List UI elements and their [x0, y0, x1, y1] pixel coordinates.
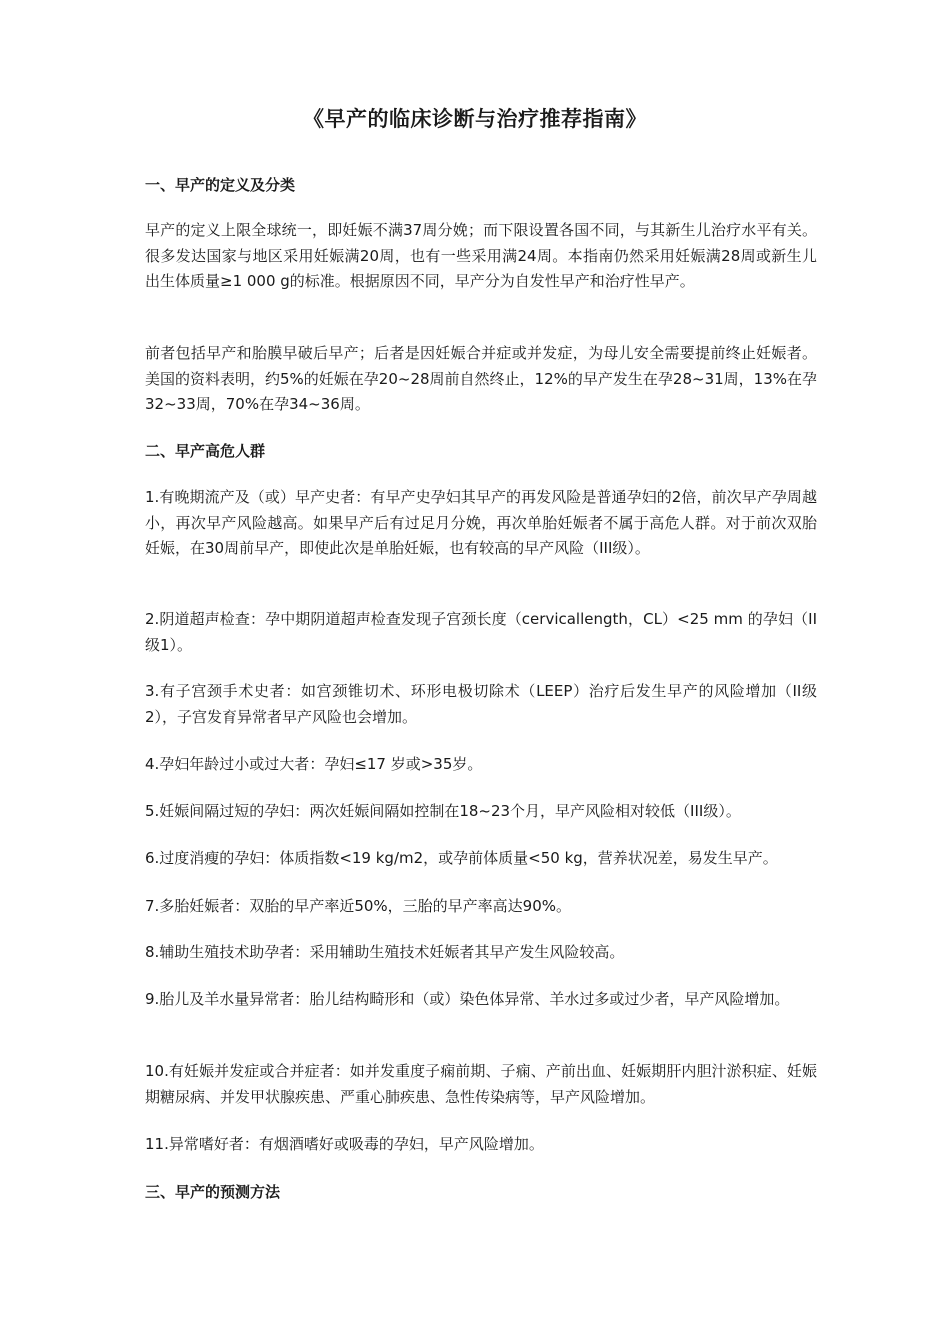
list-item-4: 4.孕妇年龄过小或过大者：孕妇≤17 岁或>35岁。 — [145, 755, 483, 773]
paragraph-definition: 早产的定义上限全球统一，即妊娠不满37周分娩；而下限设置各国不同，与其新生儿治疗水平有关。很多发达国家与地区采用妊娠满20周，也有一些采用满24周。本指南仍然采用妊娠满28周或新生儿出生体质量≥1 000 g的标准。根据原因不同，早产分为自发性早产和治疗性早产。 — [145, 221, 817, 290]
section-heading-definition: 一、早产的定义及分类 — [145, 176, 296, 194]
paragraph-classification: 前者包括早产和胎膜早破后早产；后者是因妊娠合并症或并发症，为母儿安全需要提前终止妊娠者。美国的资料表明，约5%的妊娠在孕20~28周前自然终止，12%的早产发生在孕28~31周，13%在孕32~33周，70%在孕34~36周。 — [145, 344, 817, 413]
list-item-2: 2.阴道超声检查：孕中期阴道超声检查发现子宫颈长度（cervicallength，CL）<25 mm 的孕妇（II级1）。 — [145, 610, 817, 654]
list-item-9: 9.胎儿及羊水量异常者：胎儿结构畸形和（或）染色体异常、羊水过多或过少者，早产风险增加。 — [145, 990, 790, 1008]
list-item-6: 6.过度消瘦的孕妇：体质指数<19 kg/m2，或孕前体质量<50 kg，营养状况差，易发生早产。 — [145, 849, 778, 867]
list-item-5: 5.妊娠间隔过短的孕妇：两次妊娠间隔如控制在18~23个月，早产风险相对较低（III级）。 — [145, 802, 741, 820]
section-heading-prediction: 三、早产的预测方法 — [145, 1183, 281, 1201]
list-item-8: 8.辅助生殖技术助孕者：采用辅助生殖技术妊娠者其早产发生风险较高。 — [145, 943, 625, 961]
list-item-11: 11.异常嗜好者：有烟酒嗜好或吸毒的孕妇，早产风险增加。 — [145, 1135, 544, 1153]
list-item-10: 10.有妊娠并发症或合并症者：如并发重度子痫前期、子痫、产前出血、妊娠期肝内胆汁淤积症、妊娠期糖尿病、并发甲状腺疾患、严重心肺疾患、急性传染病等，早产风险增加。 — [145, 1062, 817, 1106]
section-heading-high-risk: 二、早产高危人群 — [145, 442, 266, 460]
list-item-1: 1.有晚期流产及（或）早产史者：有早产史孕妇其早产的再发风险是普通孕妇的2倍，前次早产孕周越小，再次早产风险越高。如果早产后有过足月分娩，再次单胎妊娠者不属于高危人群。对于前次双胎妊娠，在30周前早产，即使此次是单胎妊娠，也有较高的早产风险（III级）。 — [145, 488, 817, 557]
list-item-3: 3.有子宫颈手术史者：如宫颈锥切术、环形电极切除术（LEEP）治疗后发生早产的风险增加（II级2），子宫发育异常者早产风险也会增加。 — [145, 682, 817, 726]
document-title: 《早产的临床诊断与治疗推荐指南》 — [303, 107, 647, 131]
list-item-7: 7.多胎妊娠者：双胎的早产率近50%，三胎的早产率高达90%。 — [145, 897, 571, 915]
